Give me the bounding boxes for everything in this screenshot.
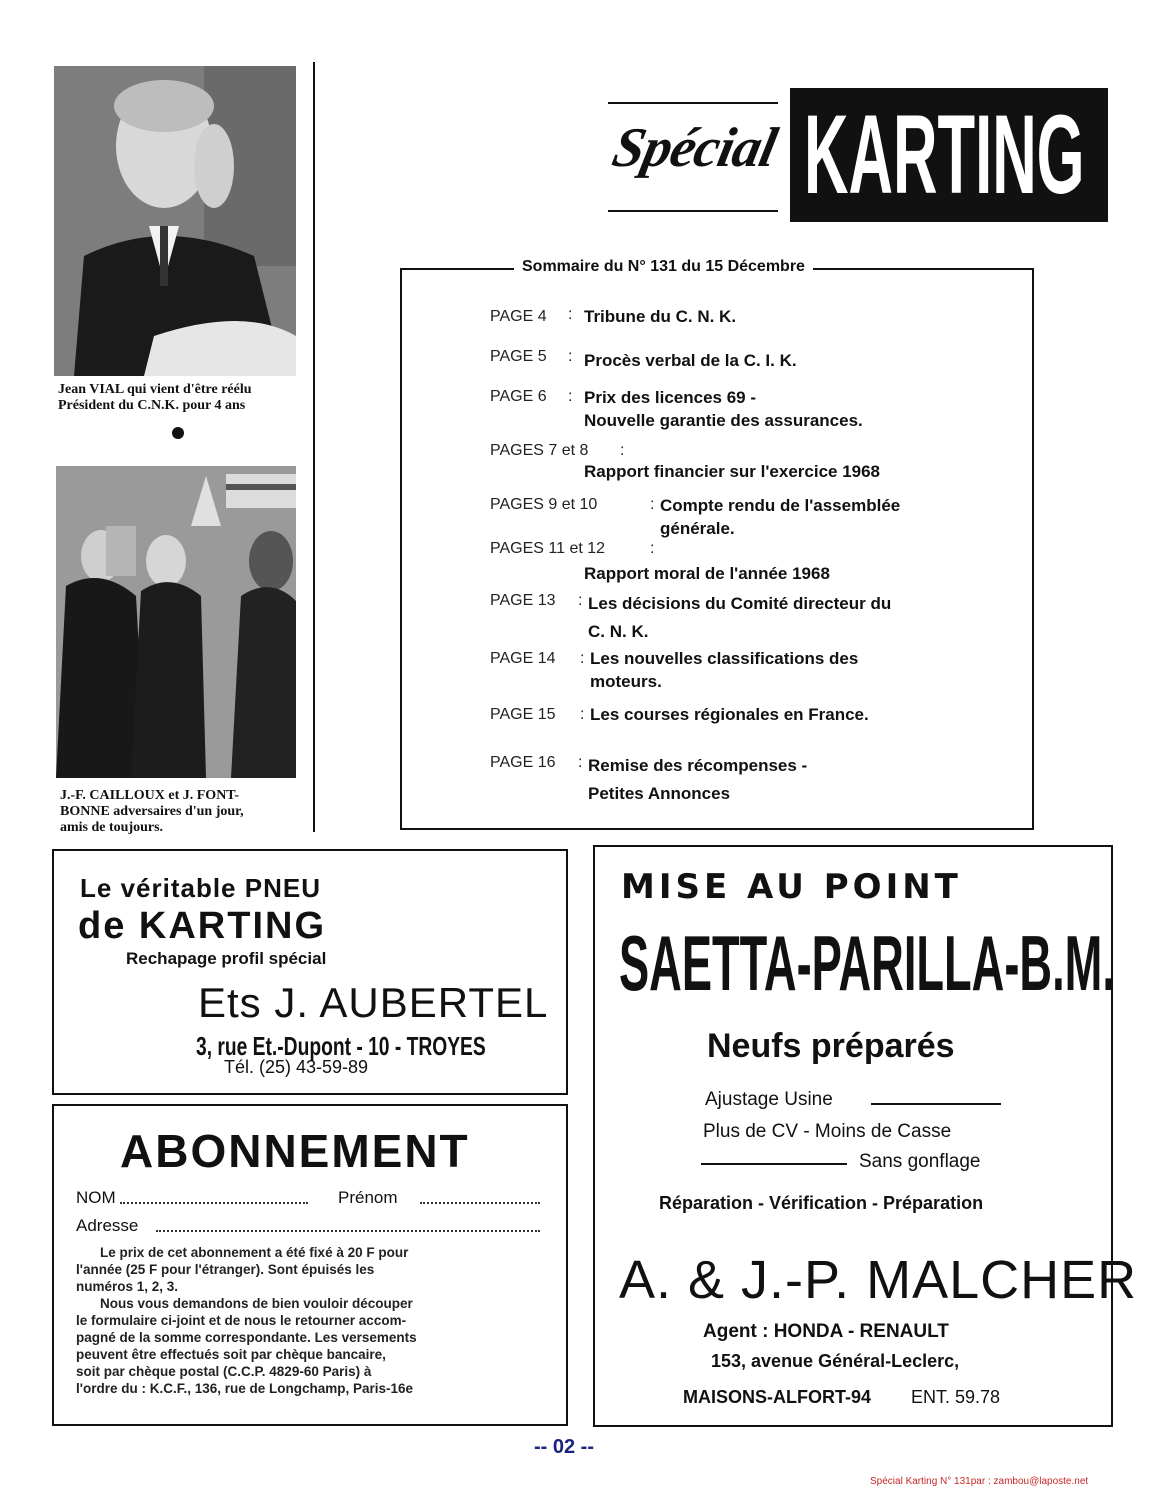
toc-entry-title: Tribune du C. N. K.	[584, 307, 737, 326]
toc-colon: :	[568, 306, 573, 323]
toc-entry-title: Procès verbal de la C. I. K.	[584, 351, 797, 370]
toc-entry-page: PAGES 11 et 12	[490, 540, 606, 557]
ad-pneu	[52, 849, 568, 1095]
toc-colon: :	[620, 442, 625, 459]
ad-malcher-brands: SAETTA-PARILLA-B.M.	[619, 919, 1115, 1007]
abonnement-body-line: le formulaire ci-joint et de nous le retourner accom-	[76, 1313, 407, 1328]
ad-malcher	[593, 845, 1138, 1427]
abonnement-body-line: l'année (25 F pour l'étranger). Sont épuisés les	[76, 1262, 375, 1277]
photo-caption-1-line: Président du C.N.K. pour 4 ans	[58, 398, 246, 413]
toc-entry-page: PAGE 4	[490, 308, 547, 325]
photo-caption-2-line: J.-F. CAILLOUX et J. FONT-	[60, 788, 240, 803]
ad-pneu-phone: Tél. (25) 43-59-89	[224, 1057, 369, 1077]
abonnement-nom-field[interactable]	[120, 1202, 308, 1204]
abonnement-prenom-field[interactable]	[420, 1202, 540, 1204]
masthead-brand-box	[790, 88, 1108, 222]
toc-colon: :	[650, 540, 655, 557]
ad-malcher-rule-1	[871, 1103, 1001, 1105]
masthead-rule-top	[608, 102, 778, 104]
photo-jean-vial	[54, 66, 296, 376]
toc-entry-title: Prix des licences 69 - Nouvelle garantie des assurances.	[584, 388, 863, 430]
photo-cailloux-fontbonne	[56, 466, 296, 778]
toc-entry-title: Les décisions du Comité directeur du C. N. K.	[588, 594, 892, 641]
masthead-brand-word: KARTING	[804, 92, 1085, 217]
ad-pneu-line3: Rechapage profil spécial	[126, 949, 327, 968]
toc-entry-page: PAGE 6	[490, 388, 547, 405]
toc-colon: :	[650, 496, 655, 513]
abonnement-title: ABONNEMENT	[120, 1125, 470, 1177]
abonnement-body-line: Nous vous demandons de bien vouloir découper	[100, 1296, 413, 1311]
abonnement-adresse-field[interactable]	[156, 1230, 540, 1232]
toc-colon: :	[578, 592, 583, 609]
toc-entry-page: PAGE 5	[490, 348, 547, 365]
ad-malcher-line1: Ajustage Usine	[705, 1089, 833, 1110]
toc-colon: :	[568, 388, 573, 405]
photo-caption-2-line: amis de toujours.	[60, 820, 164, 835]
abonnement-form	[52, 1104, 568, 1426]
ad-malcher-phone: ENT. 59.78	[911, 1387, 1001, 1407]
toc-box	[400, 258, 1034, 830]
photo-jean-vial-illustration	[54, 66, 296, 376]
abonnement-adresse-label: Adresse	[76, 1216, 139, 1235]
toc-entry-title: Rapport financier sur l'exercice 1968	[584, 462, 881, 481]
toc-entry-page: PAGE 14	[490, 650, 556, 667]
toc-title: Sommaire du N° 131 du 15 Décembre	[514, 258, 813, 276]
abonnement-prenom-label: Prénom	[338, 1188, 398, 1207]
ad-malcher-headline: MISE AU POINT	[621, 867, 962, 907]
ad-pneu-company: Ets J. AUBERTEL	[198, 979, 549, 1026]
toc-entry-title: Les courses régionales en France.	[590, 705, 869, 724]
bullet-icon	[172, 427, 184, 439]
ad-malcher-rule-2	[701, 1163, 847, 1165]
toc-entry-page: PAGE 16	[490, 754, 556, 771]
masthead	[608, 88, 1108, 222]
abonnement-nom-label: NOM	[76, 1188, 116, 1207]
ad-malcher-subhead: Neufs préparés	[707, 1027, 955, 1065]
toc-entry-title: Rapport moral de l'année 1968	[584, 564, 830, 583]
photo-caption-1	[58, 382, 308, 414]
toc-colon: :	[568, 348, 573, 365]
abonnement-body-line: pagné de la somme correspondante. Les versements	[76, 1330, 417, 1345]
toc-entry-title: Les nouvelles classifications des moteurs.	[590, 649, 859, 691]
toc-entry-page: PAGE 13	[490, 592, 556, 609]
abonnement-body-line: peuvent être effectués soit par chèque bancaire,	[76, 1347, 386, 1362]
photo-caption-2	[60, 788, 310, 836]
column-divider	[313, 62, 315, 832]
photo-cailloux-illustration	[56, 466, 296, 778]
abonnement-body-line: Le prix de cet abonnement a été fixé à 20 F pour	[100, 1245, 409, 1260]
footer-credit: Spécial Karting N° 131par : zambou@laposte.net	[870, 1476, 1089, 1487]
abonnement-body-line: soit par chèque postal (C.C.P. 4829-60 Paris) à	[76, 1364, 372, 1379]
toc-colon: :	[578, 754, 583, 771]
toc-entry-page: PAGE 15	[490, 706, 556, 723]
abonnement-body	[76, 1244, 546, 1397]
ad-malcher-company: A. & J.-P. MALCHER	[619, 1250, 1138, 1310]
ad-malcher-line3: Sans gonflage	[859, 1151, 981, 1172]
toc-entry-page: PAGES 7 et 8	[490, 442, 589, 459]
toc-entry-title: Compte rendu de l'assemblée générale.	[660, 496, 901, 538]
masthead-script-word: Spécial	[607, 117, 782, 179]
photo-caption-1-line: Jean VIAL qui vient d'être réélu	[58, 382, 252, 397]
ad-malcher-address: 153, avenue Général-Leclerc,	[711, 1351, 960, 1371]
toc-colon: :	[580, 650, 585, 667]
toc-entry-title: Remise des récompenses - Petites Annonces	[588, 756, 808, 803]
ad-malcher-agent: Agent : HONDA - RENAULT	[703, 1321, 949, 1342]
ad-pneu-line2: de KARTING	[78, 905, 326, 947]
ad-pneu-line1: Le véritable PNEU	[80, 873, 321, 903]
photo-caption-2-line: BONNE adversaires d'un jour,	[60, 804, 244, 819]
masthead-rule-bottom	[608, 210, 778, 212]
ad-malcher-line2: Plus de CV - Moins de Casse	[703, 1121, 952, 1142]
abonnement-body-line: l'ordre du : K.C.F., 136, rue de Longchamp, Paris-16e	[76, 1381, 414, 1396]
page-number: -- 02 --	[534, 1436, 594, 1458]
ad-malcher-services: Réparation - Vérification - Préparation	[659, 1193, 984, 1213]
ad-malcher-city: MAISONS-ALFORT-94	[683, 1387, 872, 1407]
toc-entry-page: PAGES 9 et 10	[490, 496, 598, 513]
abonnement-body-line: numéros 1, 2, 3.	[76, 1279, 179, 1294]
toc-colon: :	[580, 706, 585, 723]
ad-pneu-address: 3, rue Et.-Dupont - 10 - TROYES	[196, 1031, 486, 1061]
